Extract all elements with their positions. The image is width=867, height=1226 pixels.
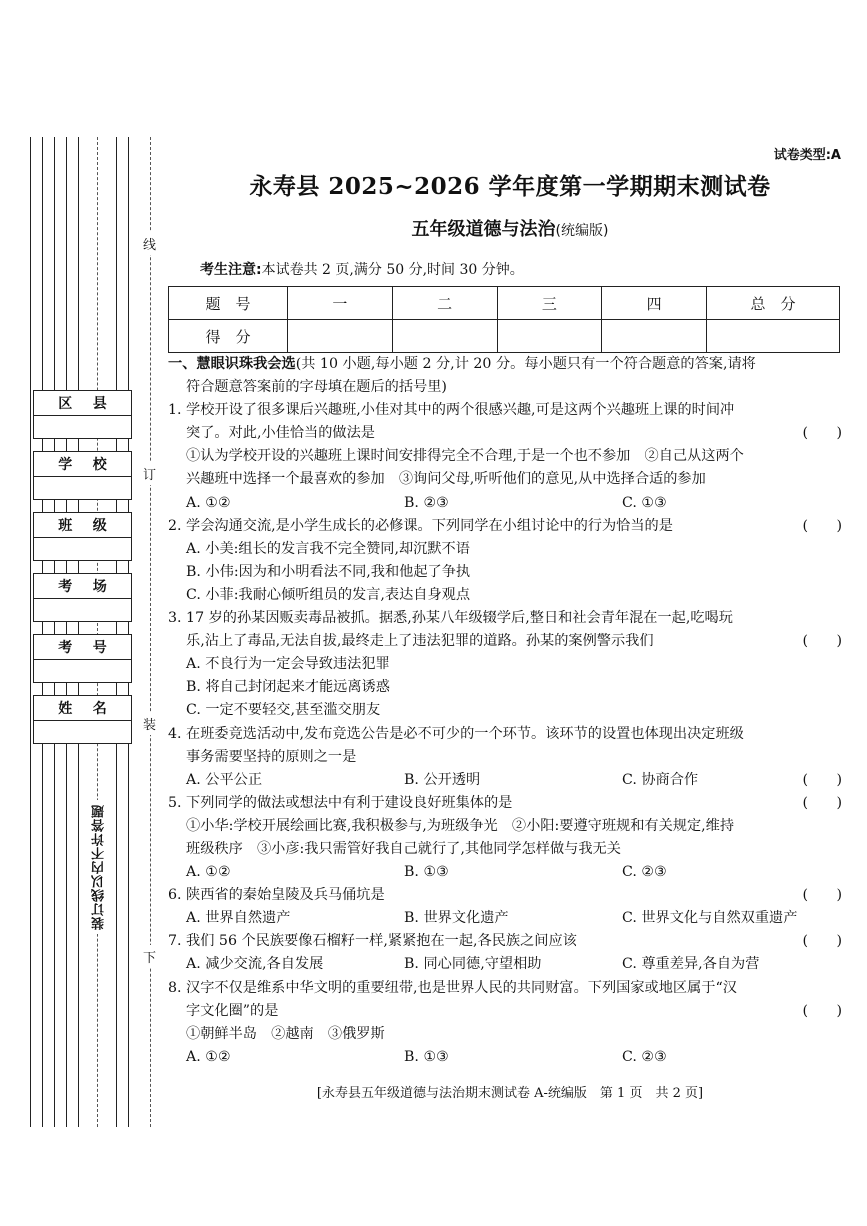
question-body [168, 353, 842, 1069]
score-cell-3[interactable] [497, 320, 602, 353]
q7-option-a: A. 减少交流,各自发展 [186, 956, 324, 973]
q7-stem: 7. 我们 56 个民族要像石榴籽一样,紧紧抱在一起,各民族之间应该 [168, 933, 577, 950]
q1-options [168, 492, 842, 515]
field-school[interactable] [33, 451, 132, 500]
q6-answer-bracket[interactable]: ( ) [802, 887, 842, 904]
field-class-label-2: 级 [92, 518, 107, 534]
field-exam-room[interactable] [33, 573, 132, 622]
q4-option-a: A. 公平公正 [186, 771, 263, 788]
q4-answer-bracket[interactable]: ( ) [802, 771, 842, 788]
score-header-label: 题 号 [169, 287, 288, 320]
q7-options [168, 953, 842, 976]
field-exam-number-blank[interactable] [34, 660, 131, 682]
field-class-blank[interactable] [34, 538, 131, 560]
field-exam-room-label-1: 考 [58, 579, 73, 595]
score-header-3: 三 [497, 287, 602, 320]
notice-label: 考生注意: [200, 262, 262, 278]
field-district-label-1: 区 [58, 396, 73, 412]
q7-answer-bracket[interactable]: ( ) [802, 933, 842, 950]
q5-option-b: B. ①③ [404, 864, 449, 881]
q4-line-2 [168, 746, 842, 769]
q1-line-2 [168, 422, 842, 445]
page-subtitle [160, 215, 860, 241]
section-heading [168, 353, 842, 376]
score-header-4: 四 [602, 287, 707, 320]
q7-line-1 [168, 930, 842, 953]
notice-text: 本试卷共 2 页,满分 50 分,时间 30 分钟。 [261, 262, 524, 278]
q1-line-1: 1. 学校开设了很多课后兴趣班,小佳对其中的两个很感兴趣,可是这两个兴趣班上课的时间冲 [168, 402, 735, 419]
q6-stem: 6. 陕西省的秦始皇陵及兵马俑坑是 [168, 887, 385, 904]
binding-char-zhuang: 装 [143, 712, 156, 735]
q1-answer-bracket[interactable]: ( ) [802, 425, 842, 442]
field-class-label-1: 班 [58, 518, 73, 534]
q8-stem: 字文化圈”的是 [186, 1002, 279, 1019]
field-exam-number-label-2: 号 [92, 640, 107, 656]
q5-line-2: ①小华:学校开展绘画比赛,我积极参与,为班级争光 ②小阳:要遵守班规和有关规定,维持 [186, 817, 735, 834]
field-exam-room-label-2: 场 [92, 579, 107, 595]
field-name-label-2: 名 [92, 701, 107, 717]
q2-line-1 [168, 515, 842, 538]
field-name-blank[interactable] [34, 721, 131, 743]
q5-option-a: A. ①② [186, 864, 231, 881]
q5-option-c: C. ②③ [622, 864, 667, 881]
score-table [168, 286, 840, 353]
score-row-label: 得 分 [169, 320, 288, 353]
q5-options [168, 861, 842, 884]
q5-line-1 [168, 792, 842, 815]
q4-line-1: 4. 在班委竞选活动中,发布竞选公告是必不可少的一个环节。该环节的设置也体现出决定班级 [168, 725, 744, 742]
score-header-2: 二 [392, 287, 497, 320]
q2-option-a: A. 小美:组长的发言我不完全赞同,却沉默不语 [186, 540, 470, 557]
field-exam-number[interactable] [33, 634, 132, 683]
q1-stem: 突了。对此,小佳恰当的做法是 [186, 425, 375, 442]
field-district-blank[interactable] [34, 416, 131, 438]
q1-line-3: ①认为学校开设的兴趣班上课时间安排得完全不合理,于是一个也不参加 ②自己从这两个 [186, 448, 744, 465]
q2-answer-bracket[interactable]: ( ) [802, 517, 842, 534]
score-cell-2[interactable] [392, 320, 497, 353]
q3-line-1: 3. 17 岁的孙某因贩卖毒品被抓。据悉,孙某八年级辍学后,整日和社会青年混在一起,吃喝玩 [168, 610, 733, 627]
q8-option-b: B. ①③ [404, 1048, 449, 1065]
q4-options [168, 769, 842, 792]
binding-char-xian: 线 [143, 232, 156, 255]
field-class[interactable] [33, 512, 132, 561]
q5-stem: 5. 下列同学的做法或想法中有利于建设良好班集体的是 [168, 794, 513, 811]
paper-type: 试卷类型:A [773, 148, 841, 163]
q3-stem: 乐,沾上了毒品,无法自拔,最终走上了违法犯罪的道路。孙某的案例警示我们 [186, 633, 654, 650]
q6-option-b: B. 世界文化遗产 [404, 910, 509, 927]
binding-char-xia: 下 [143, 945, 156, 968]
q3-option-c: C. 一定不要轻交,甚至滥交朋友 [186, 702, 381, 719]
q2-option-c: C. 小菲:我耐心倾听组员的发言,表达自身观点 [186, 586, 471, 603]
q8-option-a: A. ①② [186, 1048, 231, 1065]
q1-line-4: 兴趣班中选择一个最喜欢的参加 ③询问父母,听听他们的意见,从中选择合适的参加 [186, 471, 706, 488]
q6-option-a: A. 世界自然遗产 [186, 910, 291, 927]
field-school-label-1: 学 [58, 457, 73, 473]
field-exam-number-label-1: 考 [58, 640, 73, 656]
q7-option-b: B. 同心同德,守望相助 [404, 956, 542, 973]
q5-answer-bracket[interactable]: ( ) [802, 794, 842, 811]
q6-line-1 [168, 884, 842, 907]
binding-note: 装订线以内不许答题 [90, 800, 109, 934]
q8-options [168, 1046, 842, 1069]
edition-label: (统编版) [555, 223, 609, 239]
subject-title: 五年级道德与法治 [411, 219, 556, 240]
field-name[interactable] [33, 695, 132, 744]
q8-line-2 [168, 1000, 842, 1023]
binding-char-ding: 订 [143, 462, 156, 485]
score-cell-4[interactable] [602, 320, 707, 353]
field-exam-room-blank[interactable] [34, 599, 131, 621]
q6-option-c: C. 世界文化与自然双重遗产 [622, 910, 798, 927]
q6-options [168, 907, 842, 930]
field-district-label-2: 县 [92, 396, 107, 412]
section-desc-1: (共 10 小题,每小题 2 分,计 20 分。每小题只有一个符合题意的答案,请将 [295, 356, 756, 372]
q8-line-1: 8. 汉字不仅是维系中华文明的重要纽带,也是世界人民的共同财富。下列国家或地区属于“汉 [168, 979, 737, 996]
field-district[interactable] [33, 390, 132, 439]
section-title: 一、慧眼识珠我会选 [168, 356, 296, 372]
page-footer: [永寿县五年级道德与法治期末测试卷 A-统编版 第 1 页 共 2 页] [316, 1086, 704, 1101]
q2-stem: 2. 学会沟通交流,是小学生成长的必修课。下列同学在小组讨论中的行为恰当的是 [168, 517, 673, 534]
q8-answer-bracket[interactable]: ( ) [802, 1002, 842, 1019]
q2-option-b: B. 小伟:因为和小明看法不同,我和他起了争执 [186, 563, 471, 580]
q3-line-2 [168, 630, 842, 653]
field-name-label-1: 姓 [58, 701, 73, 717]
q1-option-c: C. ①③ [622, 494, 667, 511]
q8-line-3: ①朝鲜半岛 ②越南 ③俄罗斯 [186, 1025, 385, 1042]
page-title: 永寿县 2025~2026 学年度第一学期期末测试卷 [249, 173, 771, 200]
q1-option-a: A. ①② [186, 494, 231, 511]
q3-answer-bracket[interactable]: ( ) [802, 633, 842, 650]
score-header-total: 总 分 [707, 287, 840, 320]
field-school-blank[interactable] [34, 477, 131, 499]
score-cell-total[interactable] [707, 320, 840, 353]
q8-option-c: C. ②③ [622, 1048, 667, 1065]
exam-notice [200, 259, 524, 279]
score-cell-1[interactable] [288, 320, 393, 353]
q3-option-a: A. 不良行为一定会导致违法犯罪 [186, 656, 390, 673]
q4-stem: 事务需要坚持的原则之一是 [186, 748, 357, 765]
field-school-label-2: 校 [92, 457, 107, 473]
q1-option-b: B. ②③ [404, 494, 449, 511]
score-table-score-row [169, 320, 840, 353]
score-header-1: 一 [288, 287, 393, 320]
q4-option-c: C. 协商合作 [622, 771, 699, 788]
score-table-header-row [169, 287, 840, 320]
section-desc-2: 符合题意答案前的字母填在题后的括号里) [186, 379, 447, 396]
q3-option-b: B. 将自己封闭起来才能远离诱惑 [186, 679, 390, 696]
q4-option-b: B. 公开透明 [404, 771, 481, 788]
q5-line-3: 班级秩序 ③小彦:我只需管好我自己就行了,其他同学怎样做与我无关 [186, 840, 621, 857]
q7-option-c: C. 尊重差异,各自为营 [622, 956, 760, 973]
